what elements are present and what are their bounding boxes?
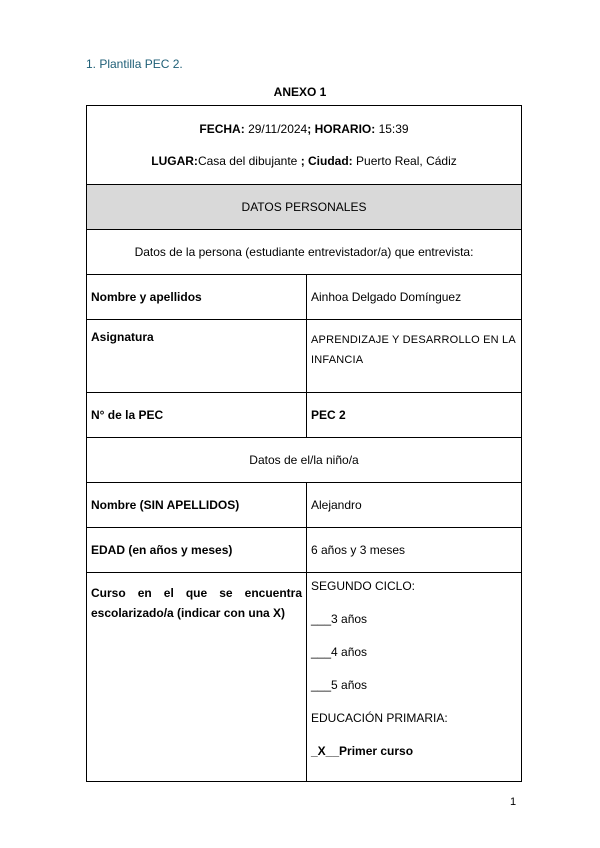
interviewer-intro: Datos de la persona (estudiante entrevistador/a) que entrevista: [87,230,522,275]
table-row [87,573,522,782]
table-row [87,320,522,393]
course-option: EDUCACIÓN PRIMARIA: [311,711,448,725]
row-value-subject: APRENDIZAJE Y DESARROLLO EN LA INFANCIA [307,320,522,393]
course-label-line1: Curso en el que se encuentra [91,586,302,600]
fecha-label: FECHA: [199,122,245,136]
row-value-age: 6 años y 3 meses [307,528,522,573]
table-row [87,393,522,438]
table-row [87,483,522,528]
interview-form-table [86,105,522,782]
course-option: SEGUNDO CICLO: [311,579,416,593]
ciudad-label: ; Ciudad: [300,154,353,168]
course-option: ___5 años [311,678,368,692]
section-heading: 1. Plantilla PEC 2. [86,57,183,71]
table-row [87,528,522,573]
fecha-value: 29/11/2024 [248,122,308,136]
horario-label: ; HORARIO: [307,122,376,136]
page-number: 1 [510,796,517,808]
annex-title: ANEXO 1 [273,85,327,99]
date-time-line [91,118,517,140]
lugar-label: LUGAR: [151,154,198,168]
course-option: ___3 años [311,612,368,626]
ciudad-value: Puerto Real, Cádiz [356,154,457,168]
course-option: ___4 años [311,645,368,659]
row-label-subject: Asignatura [87,320,307,393]
header-row [87,106,522,185]
row-label-course [87,573,307,782]
place-line [91,150,517,172]
lugar-value: Casa del dibujante [197,154,298,168]
row-value-course [307,573,522,782]
date-place-cell [87,106,522,185]
row-label-pec-number: N° de la PEC [87,393,307,438]
row-value-pec-number: PEC 2 [307,393,522,438]
row-value-child-name: Alejandro [307,483,522,528]
course-label-line2: escolarizado/a (indicar con una X) [91,606,286,620]
row-label-age: EDAD (en años y meses) [87,528,307,573]
row-label-child-name: Nombre (SIN APELLIDOS) [87,483,307,528]
row-value-full-name: Ainhoa Delgado Domínguez [307,275,522,320]
table-row [87,275,522,320]
child-intro: Datos de el/la niño/a [87,438,522,483]
row-label-full-name: Nombre y apellidos [87,275,307,320]
section-personal-data: DATOS PERSONALES [87,185,522,230]
horario-value: 15:39 [378,122,409,136]
course-option-selected: _X__Primer curso [311,744,414,758]
